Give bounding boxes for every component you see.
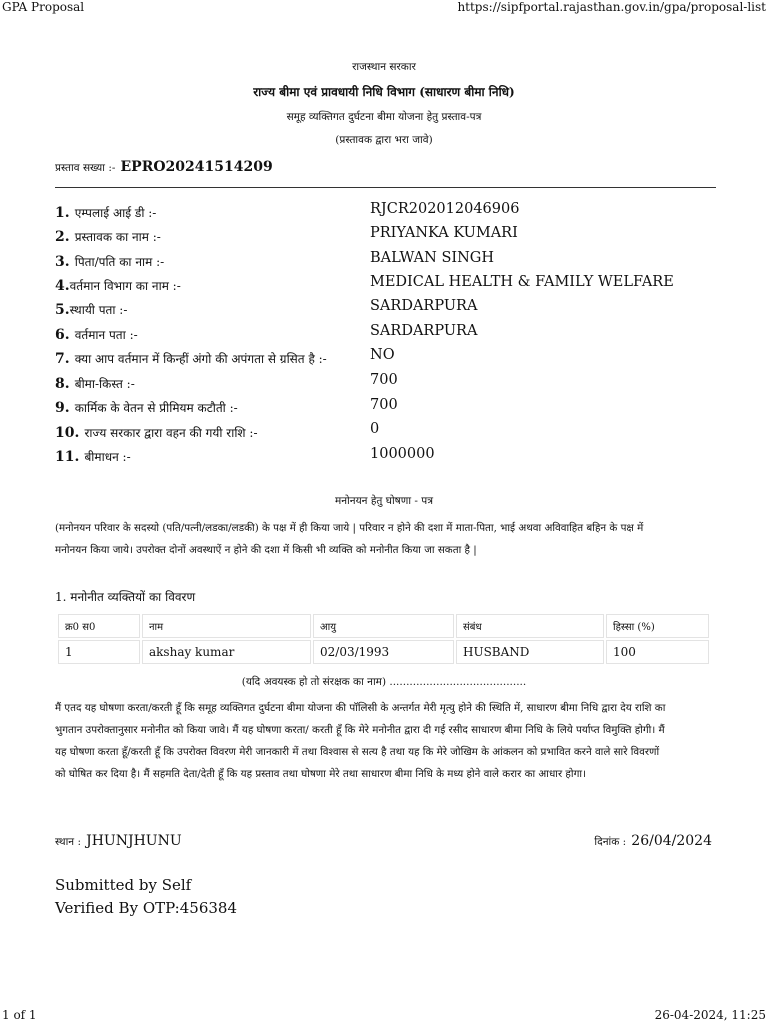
field-label-7: 7. क्या आप वर्तमान में किन्हीं अंगो की अपंगता से ग्रसित है :- bbox=[55, 351, 327, 367]
field-value-4: MEDICAL HEALTH & FAMILY WELFARE bbox=[370, 274, 674, 290]
field-label-3: 3. पिता/पति का नाम :- bbox=[55, 254, 165, 270]
declaration-line-3: यह घोषणा करता हूँ/करती हूँ कि उपरोक्त विवरण मेरी जानकारी में तथा विश्वास से सत्य है तथा यह कि मेरे जोखिम के आंकलन को प्रभावित करने वाले सारे विवरणों bbox=[55, 746, 660, 758]
print-page-count: 1 of 1 bbox=[2, 1008, 37, 1022]
field-value-11: 1000000 bbox=[370, 446, 435, 462]
field-value-7: NO bbox=[370, 347, 395, 363]
nomination-heading: मनोनयन हेतु घोषणा - पत्र bbox=[334, 495, 434, 507]
field-value-2: PRIYANKA KUMARI bbox=[370, 225, 518, 241]
print-page-title: GPA Proposal bbox=[2, 0, 85, 14]
submitted-by: Submitted by Self bbox=[55, 876, 192, 894]
col-name: नाम bbox=[142, 614, 311, 638]
print-page-url: https://sipfportal.rajasthan.gov.in/gpa/proposal-list bbox=[457, 0, 766, 14]
field-label-6: 6. वर्तमान पता :- bbox=[55, 327, 138, 343]
nominee-name: akshay kumar bbox=[142, 640, 311, 664]
declaration-line-1: मैं एतद यह घोषणा करता/करती हूँ कि समूह व्यक्तिगत दुर्घटना बीमा योजना की पॉलिसी के अन्तर्गत मेरी मृत्यु होने की स्थिति में, साधारण बीमा निधि द्वारा देय राशि का bbox=[55, 702, 666, 714]
nominee-dob: 02/03/1993 bbox=[313, 640, 454, 664]
nomination-instructions bbox=[55, 517, 643, 561]
field-value-5: SARDARPURA bbox=[370, 298, 478, 314]
field-value-10: 0 bbox=[370, 421, 380, 437]
field-label-8: 8. बीमा-किस्त :- bbox=[55, 376, 135, 392]
col-age: आयु bbox=[313, 614, 454, 638]
date-row bbox=[594, 830, 712, 849]
proposal-number: EPRO20241514209 bbox=[120, 159, 273, 175]
field-label-4: 4.वर्तमान विभाग का नाम :- bbox=[55, 278, 181, 294]
field-label-11: 11. बीमाधन :- bbox=[55, 449, 131, 465]
col-serial: क्र0 स0 bbox=[58, 614, 140, 638]
header-line-4: (प्रस्तावक द्वारा भरा जावे) bbox=[335, 134, 433, 146]
date-label: दिनांक : bbox=[594, 836, 627, 848]
nomination-instructions-line-2: मनोनयन किया जाये। उपरोक्त दोनों अवस्थाऐं न होने की दशा में किसी भी व्यक्ति को मनोनीत किया जा सकता है | bbox=[55, 544, 477, 556]
nominee-table-header bbox=[58, 614, 709, 638]
field-label-5: 5.स्थायी पता :- bbox=[55, 302, 128, 318]
nominee-table bbox=[56, 612, 711, 666]
declaration-line-4: को घोषित कर दिया है। मैं सहमति देता/देती हूँ कि यह प्रस्ताव तथा घोषणा मेरे तथा साधारण बीमा निधि के मध्य होने वाले करार का आधार होगा। bbox=[55, 768, 586, 780]
place-value: JHUNJHUNU bbox=[86, 833, 182, 849]
nomination-instructions-line-1: (मनोनयन परिवार के सदस्यो (पति/पत्नी/लडका/लडकी) के पक्ष में ही किया जाये | परिवार न होने की दशा में माता-पिता, भाई अथवा अविवाहित बहिन के पक्ष में bbox=[55, 522, 644, 534]
nominee-relation: HUSBAND bbox=[456, 640, 604, 664]
nominee-share: 100 bbox=[606, 640, 709, 664]
header-divider bbox=[55, 187, 716, 188]
header-line-3: समूह व्यक्तिगत दुर्घटना बीमा योजना हेतु प्रस्ताव-पत्र bbox=[286, 111, 482, 123]
field-value-8: 700 bbox=[370, 372, 398, 388]
field-value-3: BALWAN SINGH bbox=[370, 250, 495, 266]
field-value-1: RJCR202012046906 bbox=[370, 201, 520, 217]
declaration-line-2: भुगतान उपरोक्तानुसार मनोनीत को किया जावे। मैं यह घोषणा करता/ करती हूँ कि मेरे मनोनीत द्वारा दी गई रसीद साधारण बीमा निधि के लिये पर्याप्त विमुक्ति होगी। मैं bbox=[55, 724, 665, 736]
place-label: स्थान : bbox=[55, 836, 82, 848]
field-label-9: 9. कार्मिक के वेतन से प्रीमियम कटौती :- bbox=[55, 400, 238, 416]
place-row bbox=[55, 830, 182, 849]
proposal-number-label: प्रस्ताव सख्या :- bbox=[55, 162, 116, 174]
table-row bbox=[58, 640, 709, 664]
field-value-6: SARDARPURA bbox=[370, 323, 478, 339]
date-value: 26/04/2024 bbox=[631, 833, 712, 849]
header-line-2: राज्य बीमा एवं प्रावधायी निधि विभाग (साधारण बीमा निधि) bbox=[253, 85, 515, 99]
field-label-1: 1. एम्पलाई आई डी :- bbox=[55, 205, 157, 221]
nominee-serial: 1 bbox=[58, 640, 140, 664]
col-share: हिस्सा (%) bbox=[606, 614, 709, 638]
field-value-9: 700 bbox=[370, 397, 398, 413]
field-label-2: 2. प्रस्तावक का नाम :- bbox=[55, 229, 161, 245]
field-label-10: 10. राज्य सरकार द्वारा वहन की गयी राशि :- bbox=[55, 425, 258, 441]
header-line-1: राजस्थान सरकार bbox=[352, 61, 416, 73]
nominee-section-title: 1. मनोनीत व्यक्तियों का विवरण bbox=[55, 590, 196, 604]
col-relation: संबंध bbox=[456, 614, 604, 638]
declaration-paragraph bbox=[55, 697, 665, 785]
verified-by: Verified By OTP:456384 bbox=[55, 899, 237, 917]
print-datetime: 26-04-2024, 11:25 bbox=[654, 1008, 766, 1022]
proposal-number-row bbox=[55, 156, 273, 175]
guardian-line: (यदि अवयस्क हो तो संरक्षक का नाम) ......................................... bbox=[241, 676, 527, 688]
